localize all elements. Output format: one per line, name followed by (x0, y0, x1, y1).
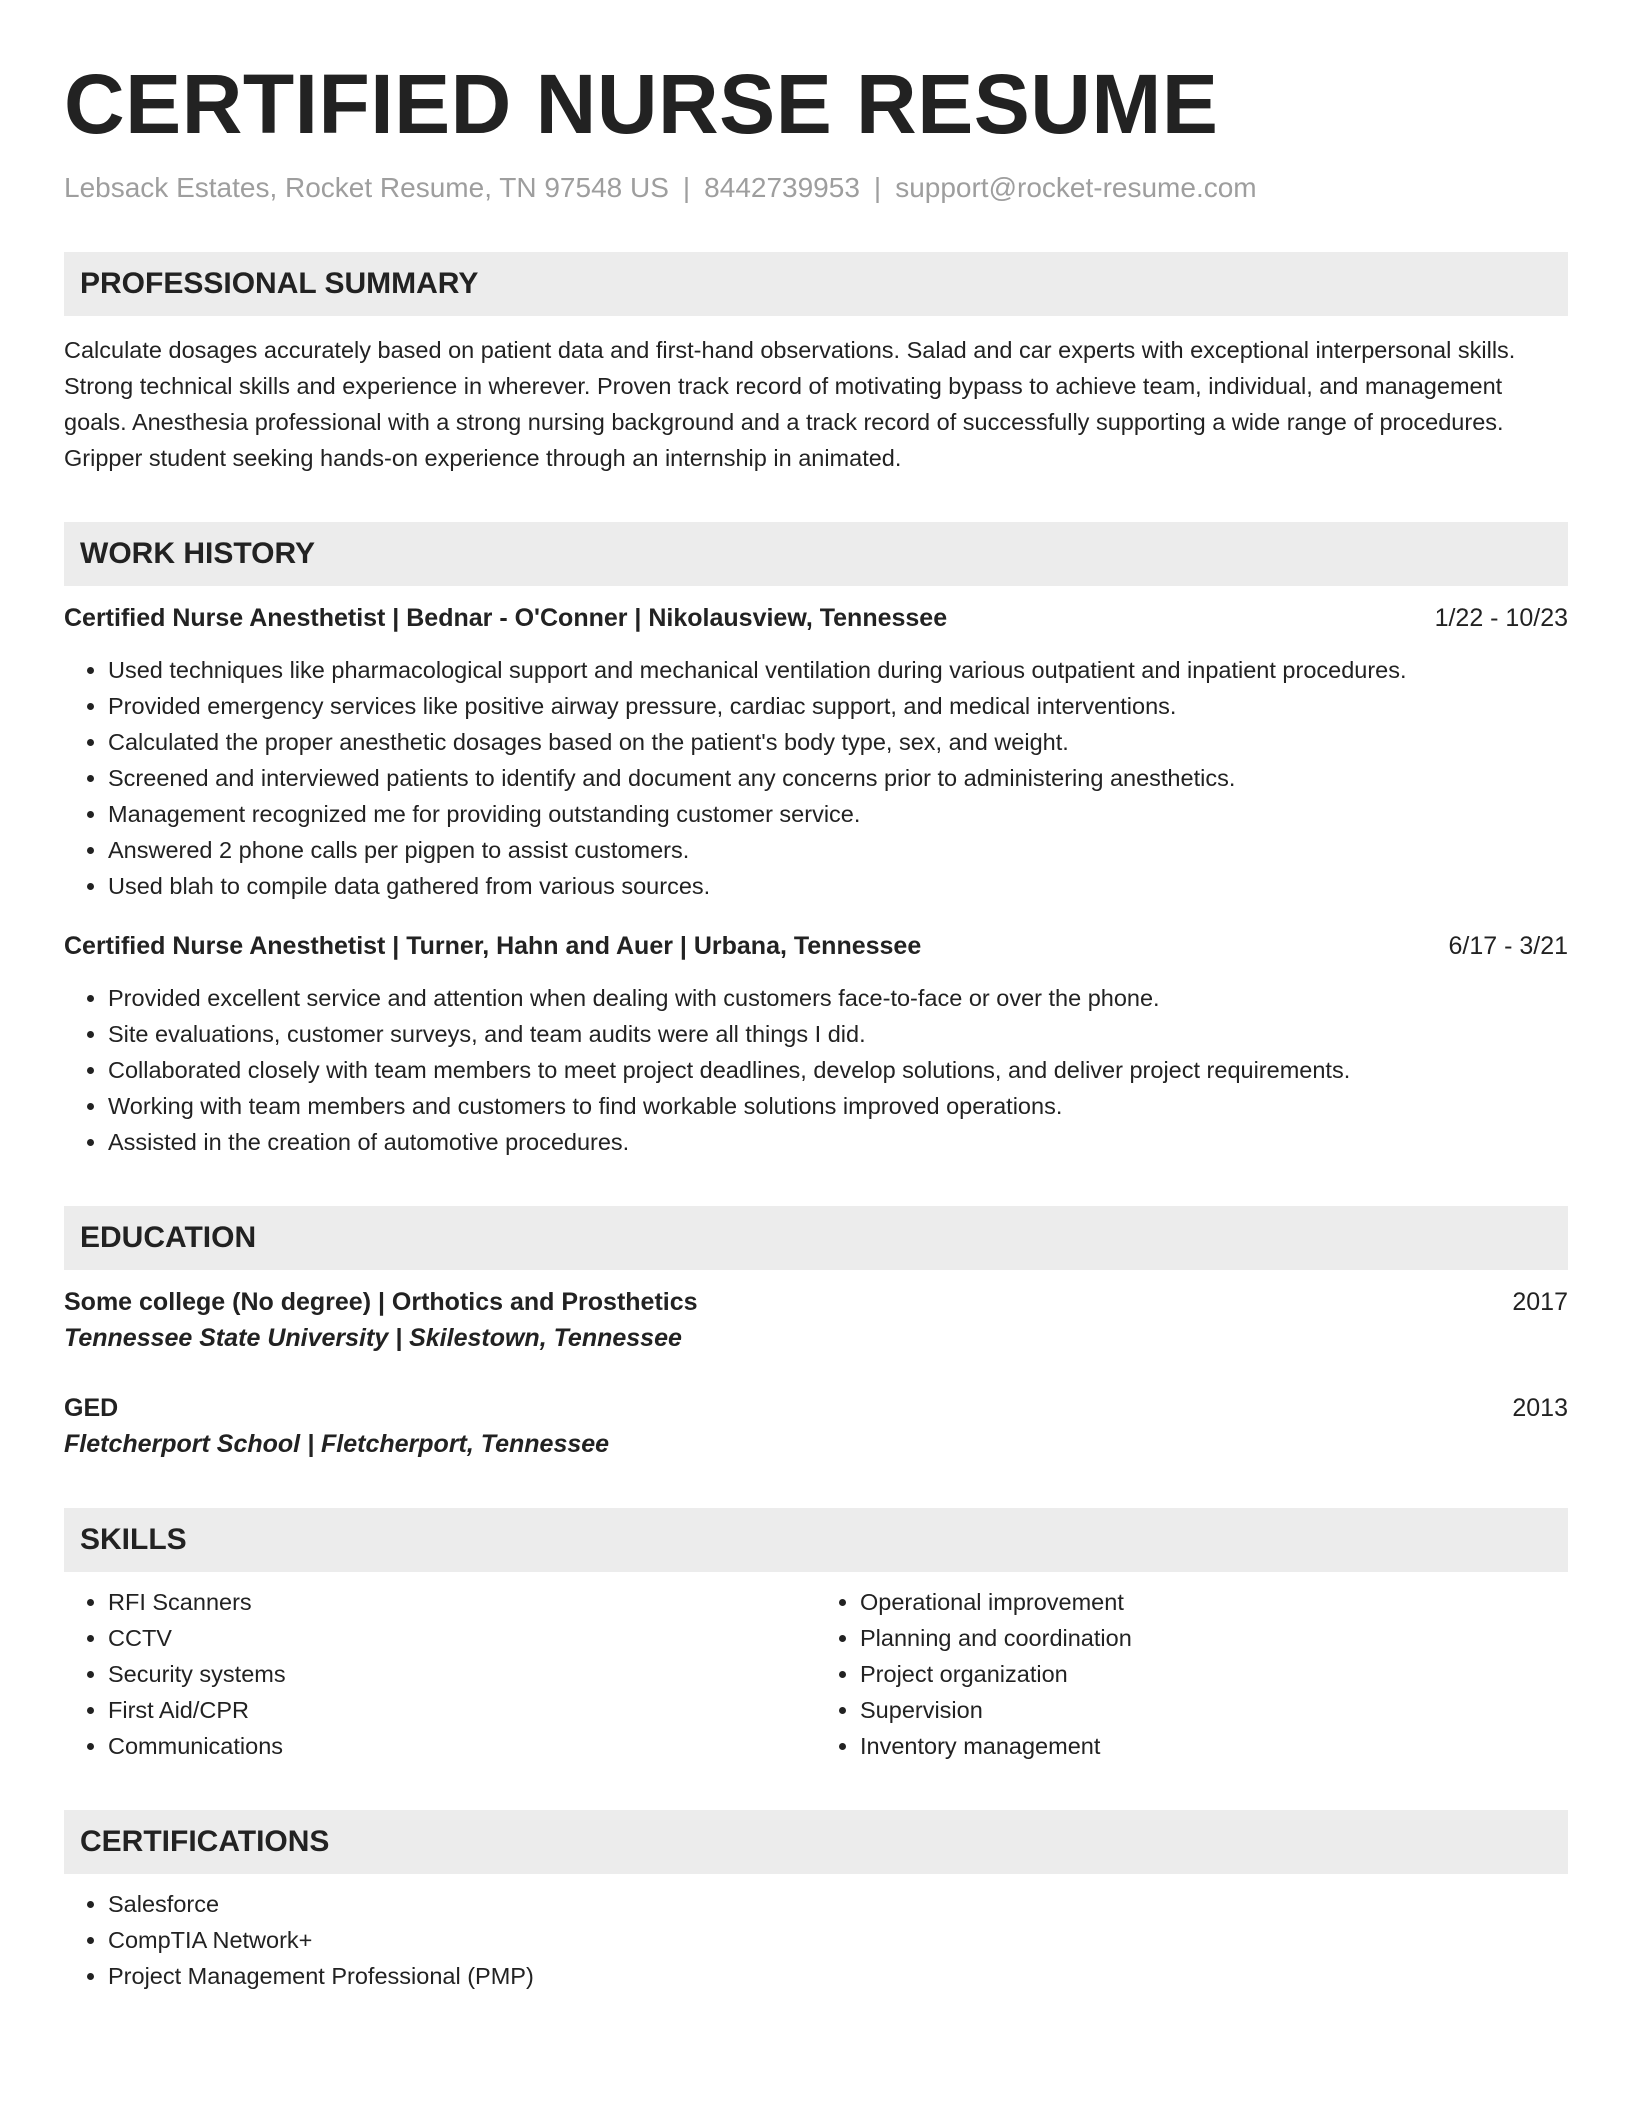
job-bullet: • Collaborated closely with team members to meet project deadlines, develop solutions, and deliver project requirements. (108, 1052, 1568, 1088)
job-bullet: • Provided excellent service and attention when dealing with customers face-to-face or over the phone. (108, 980, 1568, 1016)
job-dates: 6/17 - 3/21 (1448, 932, 1568, 960)
job-entry (64, 600, 1568, 904)
section-header-skills: SKILLS (64, 1508, 1568, 1572)
education-heading-row (64, 1390, 1568, 1426)
job-bullet: • Management recognized me for providing outstanding customer service. (108, 796, 1568, 832)
skill-item: • Security systems (108, 1656, 816, 1692)
skills-list (64, 1584, 1568, 1764)
section-header-work-history: WORK HISTORY (64, 522, 1568, 586)
education-year: 2013 (1512, 1394, 1568, 1422)
job-heading: Certified Nurse Anesthetist | Bednar - O'Conner | Nikolausview, Tennessee (64, 604, 948, 632)
education-entry (64, 1284, 1568, 1356)
job-bullet: • Working with team members and customers to find workable solutions improved operations. (108, 1088, 1568, 1124)
job-bullet: • Used techniques like pharmacological support and mechanical ventilation during various outpatient and inpatient procedures. (108, 652, 1568, 688)
skills-column-left (64, 1584, 816, 1764)
job-bullet: • Calculated the proper anesthetic dosages based on the patient's body type, sex, and weight. (108, 724, 1568, 760)
job-bullet: • Assisted in the creation of automotive procedures. (108, 1124, 1568, 1160)
resume-title: CERTIFIED NURSE RESUME (64, 57, 1219, 151)
contact-line (64, 170, 1568, 206)
skill-item: • First Aid/CPR (108, 1692, 816, 1728)
section-header-education: EDUCATION (64, 1206, 1568, 1270)
education-degree: GED (64, 1394, 119, 1422)
job-heading: Certified Nurse Anesthetist | Turner, Hahn and Auer | Urbana, Tennessee (64, 932, 922, 960)
job-bullets (64, 980, 1568, 1160)
job-entry (64, 928, 1568, 1160)
skill-item: • Inventory management (860, 1728, 1568, 1764)
certification-item: • CompTIA Network+ (108, 1922, 1568, 1958)
education-degree: Some college (No degree) | Orthotics and Prosthetics (64, 1288, 698, 1316)
job-bullet: • Used blah to compile data gathered from various sources. (108, 868, 1568, 904)
section-header-summary: PROFESSIONAL SUMMARY (64, 252, 1568, 316)
certification-item: • Project Management Professional (PMP) (108, 1958, 1568, 1994)
education-year: 2017 (1512, 1288, 1568, 1316)
skill-item: • Communications (108, 1728, 816, 1764)
contact-email: support@rocket-resume.com (895, 172, 1257, 203)
job-dates: 1/22 - 10/23 (1434, 604, 1568, 632)
education-entry (64, 1390, 1568, 1462)
job-bullet: • Screened and interviewed patients to identify and document any concerns prior to administering anesthetics. (108, 760, 1568, 796)
skill-item: • Project organization (860, 1656, 1568, 1692)
certification-item: • Salesforce (108, 1886, 1568, 1922)
skill-item: • Supervision (860, 1692, 1568, 1728)
education-school: Tennessee State University | Skilestown, Tennessee (64, 1324, 682, 1352)
job-heading-row (64, 928, 1568, 964)
education-school: Fletcherport School | Fletcherport, Tennessee (64, 1430, 610, 1458)
skill-item: • RFI Scanners (108, 1584, 816, 1620)
section-header-certifications: CERTIFICATIONS (64, 1810, 1568, 1874)
job-heading-row (64, 600, 1568, 636)
contact-separator: | (873, 172, 882, 203)
job-bullets (64, 652, 1568, 904)
contact-address: Lebsack Estates, Rocket Resume, TN 97548 US (64, 172, 669, 203)
job-bullet: • Answered 2 phone calls per pigpen to assist customers. (108, 832, 1568, 868)
summary-text: Calculate dosages accurately based on patient data and first-hand observations. Salad and car experts with exceptional interpersonal skills. Strong technical skills and experience in wherever. Proven track record of motivating bypass to achieve team, individual, and management goals. Anesthesia professional with a strong nursing background and a track record of successfully supporting a wide range of procedures. Gripper student seeking hands-on experience through an internship in animated. (64, 337, 1516, 471)
skill-item: • Operational improvement (860, 1584, 1568, 1620)
contact-phone: 8442739953 (704, 172, 860, 203)
skill-item: • CCTV (108, 1620, 816, 1656)
contact-separator: | (682, 172, 691, 203)
job-bullet: • Provided emergency services like positive airway pressure, cardiac support, and medical interventions. (108, 688, 1568, 724)
skill-item: • Planning and coordination (860, 1620, 1568, 1656)
education-heading-row (64, 1284, 1568, 1320)
certifications-list (64, 1886, 1568, 1994)
job-bullet: • Site evaluations, customer surveys, and team audits were all things I did. (108, 1016, 1568, 1052)
skills-column-right (816, 1584, 1568, 1764)
